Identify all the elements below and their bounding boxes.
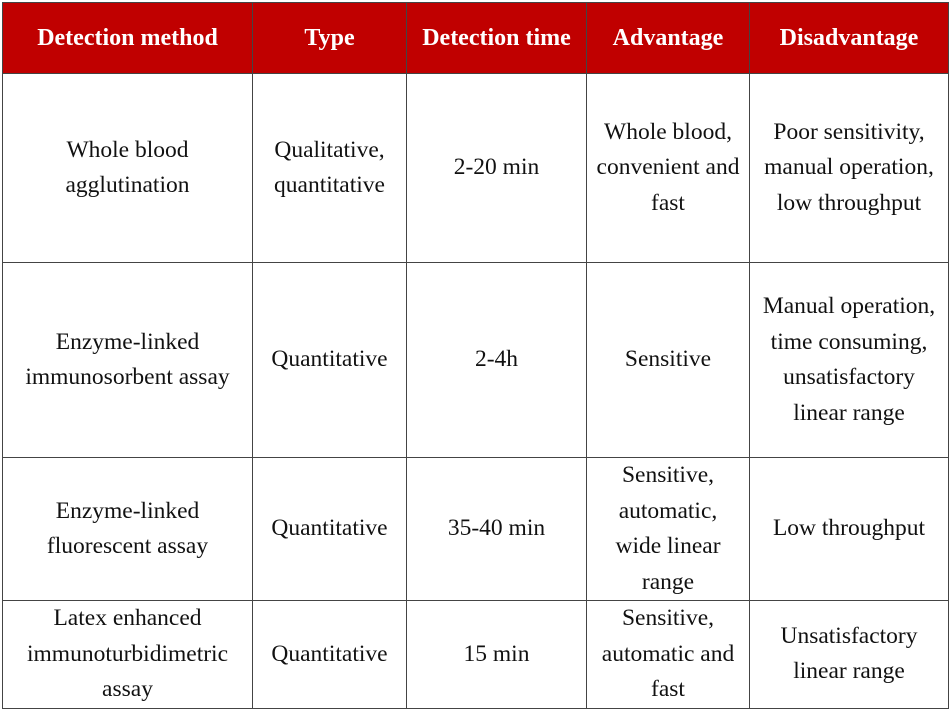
cell-advantage: Sensitive	[587, 263, 750, 458]
table-row	[3, 601, 949, 709]
table-row	[3, 263, 949, 458]
cell-method: Enzyme-linked fluorescent assay	[3, 458, 253, 601]
cell-type: Qualitative, quantitative	[253, 74, 407, 263]
cell-type: Quantitative	[253, 263, 407, 458]
cell-disadvantage: Low throughput	[750, 458, 949, 601]
table-row	[3, 74, 949, 263]
header-detection-method: Detection method	[3, 3, 253, 74]
cell-method: Whole blood agglutination	[3, 74, 253, 263]
detection-methods-table	[2, 2, 949, 709]
cell-time: 2-20 min	[407, 74, 587, 263]
header-advantage: Advantage	[587, 3, 750, 74]
cell-method: Enzyme-linked immunosorbent assay	[3, 263, 253, 458]
header-type: Type	[253, 3, 407, 74]
table-row	[3, 458, 949, 601]
header-detection-time: Detection time	[407, 3, 587, 74]
cell-method: Latex enhanced immunoturbidimetric assay	[3, 601, 253, 709]
cell-disadvantage: Manual operation, time consuming, unsatisfactory linear range	[750, 263, 949, 458]
cell-advantage: Whole blood, convenient and fast	[587, 74, 750, 263]
cell-advantage: Sensitive, automatic, wide linear range	[587, 458, 750, 601]
cell-disadvantage: Poor sensitivity, manual operation, low throughput	[750, 74, 949, 263]
header-disadvantage: Disadvantage	[750, 3, 949, 74]
cell-time: 15 min	[407, 601, 587, 709]
cell-advantage: Sensitive, automatic and fast	[587, 601, 750, 709]
cell-disadvantage: Unsatisfactory linear range	[750, 601, 949, 709]
cell-time: 35-40 min	[407, 458, 587, 601]
cell-type: Quantitative	[253, 601, 407, 709]
header-row	[3, 3, 949, 74]
cell-time: 2-4h	[407, 263, 587, 458]
cell-type: Quantitative	[253, 458, 407, 601]
